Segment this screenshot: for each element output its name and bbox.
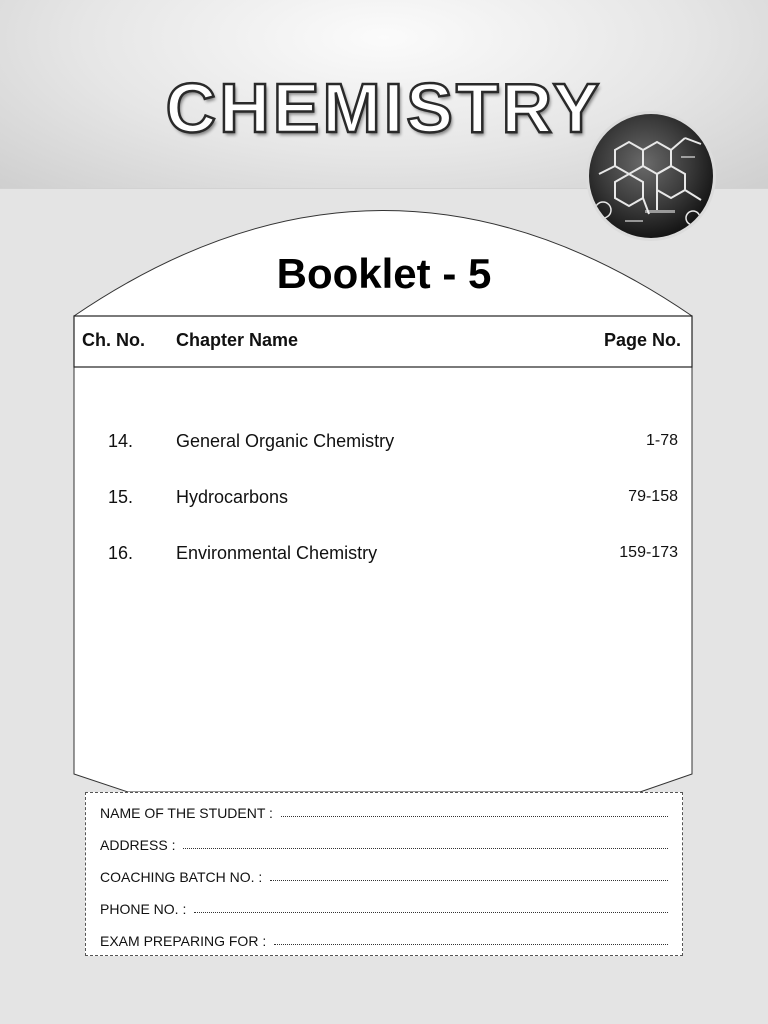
fill-line[interactable]	[183, 848, 668, 849]
form-label: ADDRESS :	[100, 837, 176, 853]
form-label: COACHING BATCH NO. :	[100, 869, 263, 885]
fill-line[interactable]	[274, 944, 668, 945]
subject-title: CHEMISTRY	[165, 69, 603, 147]
form-field-batch-no[interactable]	[100, 865, 668, 885]
form-label: EXAM PREPARING FOR :	[100, 933, 267, 949]
chapter-pages: 1-78	[645, 432, 678, 449]
chapter-number: 16.	[108, 543, 134, 563]
fill-line[interactable]	[194, 912, 668, 913]
fill-line[interactable]	[281, 816, 668, 817]
form-label: NAME OF THE STUDENT :	[100, 805, 273, 821]
form-field-exam[interactable]	[100, 929, 668, 949]
chapter-pages: 159-173	[619, 544, 678, 561]
form-field-address[interactable]	[100, 833, 668, 853]
booklet-title: Booklet - 5	[276, 250, 492, 297]
column-header-name: Chapter Name	[176, 330, 299, 350]
chapter-number: 15.	[108, 487, 134, 507]
chapter-name: Hydrocarbons	[176, 487, 289, 507]
form-field-phone[interactable]	[100, 897, 668, 917]
chapter-name: General Organic Chemistry	[176, 431, 395, 451]
chapter-pages: 79-158	[628, 488, 678, 505]
chapter-number: 14.	[108, 431, 134, 451]
student-details-form	[85, 792, 683, 956]
chapter-name: Environmental Chemistry	[176, 543, 378, 563]
fill-line[interactable]	[270, 880, 668, 881]
column-header-number: Ch. No.	[82, 330, 145, 350]
form-label: PHONE NO. :	[100, 901, 187, 917]
column-header-page: Page No.	[604, 330, 682, 350]
form-field-student-name[interactable]	[100, 801, 668, 821]
